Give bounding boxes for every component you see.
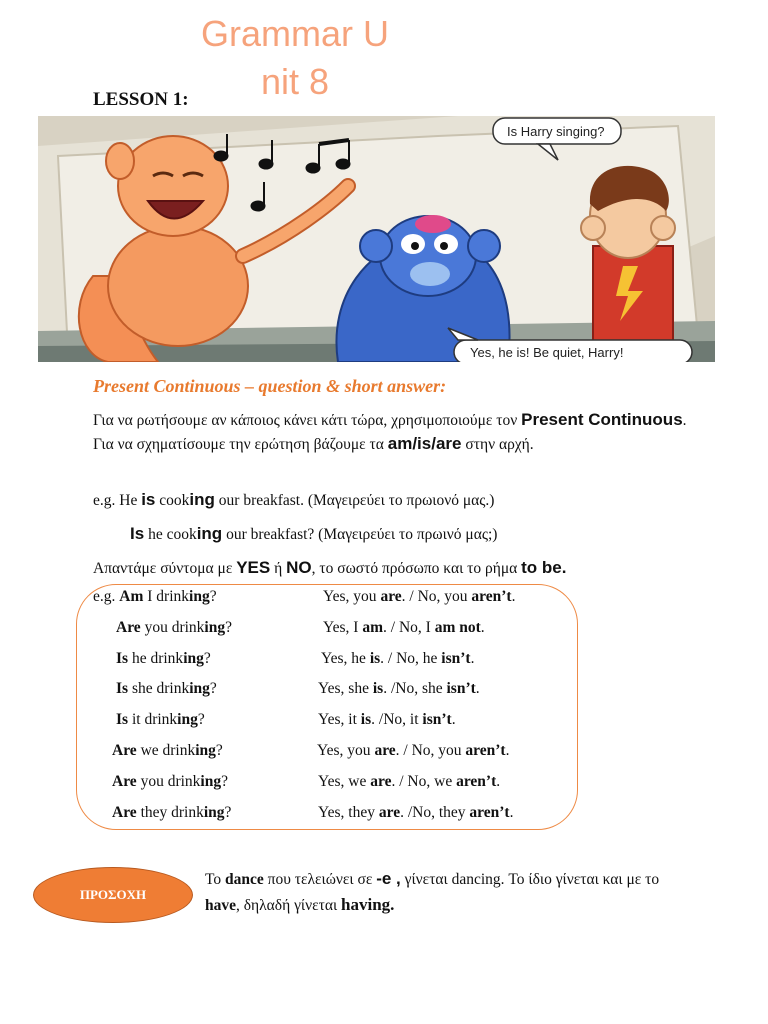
intro-text-1: Για να ρωτήσουμε αν κάποιος κάνει κάτι τώρα, χρησιμοποιούμε τον <box>93 412 522 429</box>
intro-text-2: . Για να σχηματίσουμε την ερώτηση βάζουμε τα <box>93 412 687 453</box>
note-text-2: που τελειώνει σε <box>263 871 377 888</box>
answer-part: . <box>505 742 510 759</box>
answer-part: am <box>362 618 384 636</box>
answer-part: is <box>369 649 381 667</box>
answer-part: . <box>470 649 475 667</box>
answer-rule-yes: YES <box>236 558 271 577</box>
question-part: ? <box>209 588 217 605</box>
bubble-answer-text: Yes, he is! Be quiet, Harry! <box>470 345 624 360</box>
example-prefix: e.g. He <box>93 492 142 509</box>
answer-part: Yes, they <box>318 803 379 821</box>
note-dance: dance <box>225 871 264 888</box>
answer-part: . /No, they <box>400 803 470 821</box>
question-part: Are <box>112 772 137 790</box>
question-part: ? <box>225 618 232 636</box>
answer-part: Yes, we <box>318 772 371 790</box>
answer-part: aren’t <box>471 588 512 605</box>
example-question-cell <box>116 680 217 698</box>
question-part: Are <box>116 618 141 636</box>
example-answer-cell <box>318 680 480 698</box>
answer-part: . / No, you <box>401 588 472 605</box>
example-question-rest: our breakfast? (Μαγειρεύει το πρωινό μας;) <box>222 526 498 543</box>
example-question-cell <box>116 650 211 668</box>
answer-part: are <box>380 588 402 605</box>
question-part: ? <box>215 742 223 759</box>
question-part: ? <box>209 680 217 698</box>
answer-part: am not <box>434 618 481 636</box>
answer-part: . /No, it <box>371 711 423 729</box>
question-part: Is <box>116 680 129 698</box>
answer-rule <box>93 556 693 580</box>
answer-rule-or: ή <box>270 560 287 577</box>
question-part: they drink <box>136 803 204 821</box>
answer-part: . <box>475 680 480 698</box>
answer-part: aren’t <box>465 742 506 759</box>
question-part: ing <box>195 742 216 759</box>
answer-part: . / No, he <box>380 649 442 667</box>
question-part: it drink <box>128 711 178 729</box>
attention-badge: ΠΡΟΣΟΧΗ <box>33 867 193 923</box>
example-ing: ing <box>189 490 215 509</box>
example-question <box>130 522 730 546</box>
example-question-cell <box>93 588 217 606</box>
answer-rule-text-2: , το σωστό πρόσωπο και το ρήμα <box>311 560 522 577</box>
question-part: ing <box>189 588 210 605</box>
attention-note <box>205 866 695 918</box>
intro-paragraph <box>93 408 693 456</box>
lesson-label: LESSON 1: <box>93 89 189 110</box>
intro-present-continuous: Present Continuous <box>521 410 683 429</box>
example-question-is: Is <box>130 524 145 543</box>
note-have: have <box>205 897 236 914</box>
bubble-question-text: Is Harry singing? <box>507 124 605 139</box>
section-heading: Present Continuous – question & short answer: <box>93 376 447 396</box>
example-answer-cell <box>318 773 500 791</box>
example-question-cell <box>116 711 205 729</box>
answer-part: . <box>496 772 501 790</box>
question-part: you drink <box>140 618 205 636</box>
answer-part: is <box>360 711 372 729</box>
answer-part: isn’t <box>446 680 476 698</box>
example-is: is <box>141 490 156 509</box>
question-part: Are <box>112 803 137 821</box>
question-part: ? <box>197 711 205 729</box>
example-answer-cell <box>323 588 515 606</box>
example-statement <box>93 488 693 512</box>
example-question-cook: he cook <box>144 526 197 543</box>
example-question-cell <box>116 619 232 637</box>
question-part: he drink <box>128 649 184 667</box>
answer-part: are <box>374 742 396 759</box>
example-cook: cook <box>155 492 190 509</box>
question-part: ing <box>183 649 204 667</box>
intro-am-is-are: am/is/are <box>387 434 462 453</box>
question-part: ? <box>203 649 211 667</box>
example-answer-cell <box>318 711 456 729</box>
answer-part: are <box>370 772 392 790</box>
question-part: ing <box>177 711 198 729</box>
answer-part: Yes, she <box>318 680 373 698</box>
question-part: e.g. <box>93 588 120 605</box>
example-question-ing: ing <box>196 524 223 543</box>
question-part: ing <box>203 803 225 821</box>
answer-rule-text-1: Απαντάμε σύντομα με <box>93 560 237 577</box>
answer-part: Yes, it <box>318 711 361 729</box>
answer-part: . / No, I <box>383 618 435 636</box>
answer-part: aren’t <box>469 803 510 821</box>
question-part: Are <box>112 742 137 759</box>
answer-part: Yes, he <box>321 649 370 667</box>
question-part: ? <box>224 803 232 821</box>
question-part: ing <box>200 772 222 790</box>
answer-part: . <box>480 618 485 636</box>
answer-part: . <box>451 711 456 729</box>
example-question-cell <box>112 773 228 791</box>
answer-part: is <box>372 680 384 698</box>
answer-part: . /No, she <box>383 680 447 698</box>
answer-part: . <box>511 588 516 605</box>
question-part: ing <box>189 680 210 698</box>
question-part: we drink <box>136 742 196 759</box>
answer-part: . / No, you <box>395 742 466 759</box>
question-part: you drink <box>136 772 201 790</box>
boy-character <box>581 166 675 362</box>
page-title: Grammar Unit 8 <box>201 13 389 102</box>
question-part: Is <box>116 649 129 667</box>
cartoon-illustration <box>38 116 715 362</box>
answer-part: . <box>509 803 514 821</box>
answer-part: isn’t <box>422 711 452 729</box>
example-answer-cell <box>323 619 485 637</box>
note-having: having. <box>341 895 395 914</box>
answer-rule-to-be: to be. <box>521 558 567 577</box>
question-part: ing <box>204 618 226 636</box>
answer-part: aren’t <box>456 772 497 790</box>
question-part: ? <box>221 772 228 790</box>
note-text-4: , δηλαδή γίνεται <box>236 897 342 914</box>
example-answer-cell <box>321 650 474 668</box>
example-question-cell <box>112 804 231 822</box>
example-question-cell <box>112 742 223 760</box>
note-text-3: γίνεται dancing. Το ίδιο γίνεται και με το <box>400 871 660 888</box>
example-answer-cell <box>317 742 509 760</box>
cartoon-scene <box>38 116 715 362</box>
example-rest: our breakfast. (Μαγειρεύει το πρωιονό μας.) <box>214 492 495 509</box>
question-part: she drink <box>128 680 190 698</box>
answer-part: Yes, you <box>317 742 375 759</box>
example-answer-cell <box>318 804 513 822</box>
question-part: I drink <box>143 588 190 605</box>
answer-part: Yes, you <box>323 588 381 605</box>
question-part: Is <box>116 711 129 729</box>
intro-text-3: στην αρχή. <box>461 436 534 453</box>
note-e: -e , <box>376 869 401 888</box>
answer-part: Yes, I <box>323 618 363 636</box>
answer-rule-no: NO <box>286 558 312 577</box>
note-text-1: Το <box>205 871 226 888</box>
question-part: Am <box>119 588 144 605</box>
answer-part: isn’t <box>441 649 471 667</box>
answer-part: are <box>378 803 401 821</box>
answer-part: . / No, we <box>391 772 457 790</box>
